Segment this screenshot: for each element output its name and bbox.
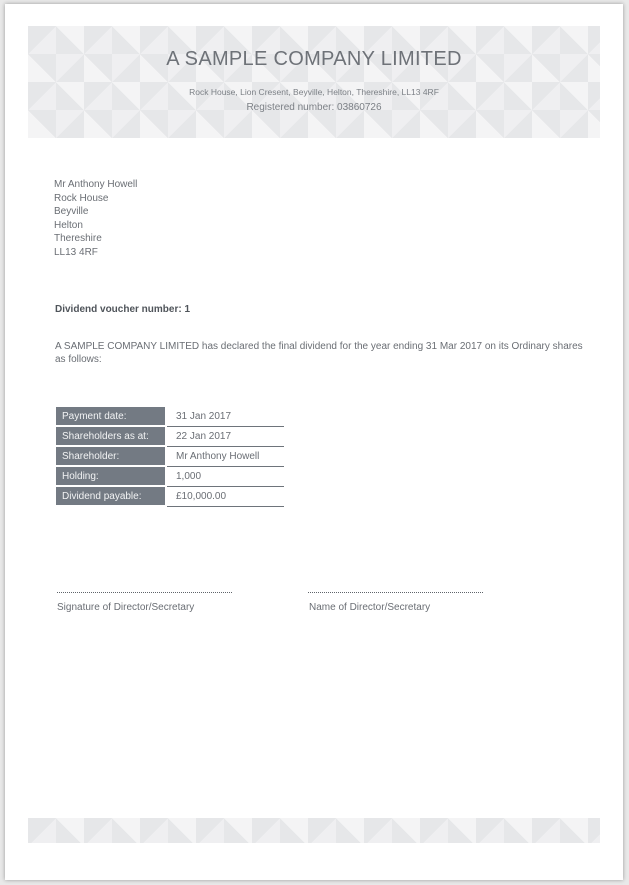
table-row — [56, 407, 284, 426]
holding-value: 1,000 — [166, 466, 284, 486]
document-page — [5, 4, 623, 880]
footer-banner — [28, 818, 600, 843]
table-row — [56, 446, 284, 466]
payment-date-label: Payment date: — [56, 407, 166, 426]
shareholder-label: Shareholder: — [56, 446, 166, 466]
dividend-payable-value: £10,000.00 — [166, 486, 284, 506]
registered-number: Registered number: 03860726 — [246, 102, 382, 113]
company-address: Rock House, Lion Cresent, Beyville, Helton, Thereshire, LL13 4RF — [189, 87, 439, 97]
shareholders-as-at-value: 22 Jan 2017 — [166, 426, 284, 446]
company-name: A SAMPLE COMPANY LIMITED — [166, 48, 462, 70]
addressee-block — [54, 178, 137, 260]
addressee-line: Beyville — [54, 206, 89, 218]
payment-date-value: 31 Jan 2017 — [166, 407, 284, 426]
signature-line — [57, 592, 232, 593]
addressee-line: Rock House — [54, 192, 109, 204]
addressee-line: Helton — [54, 219, 83, 231]
voucher-heading: Dividend voucher number: 1 — [55, 304, 191, 315]
addressee-line: Thereshire — [54, 233, 102, 245]
name-label: Name of Director/Secretary — [309, 602, 431, 613]
shareholders-as-at-label: Shareholders as at: — [56, 426, 166, 446]
dividend-table — [56, 407, 284, 507]
name-line — [308, 592, 483, 593]
declaration-text: A SAMPLE COMPANY LIMITED has declared the final dividend for the year ending 31 Mar 2017 on its Ordinary shares as follows: — [55, 341, 583, 365]
addressee-line: LL13 4RF — [54, 246, 98, 258]
table-row — [56, 466, 284, 486]
dividend-payable-label: Dividend payable: — [56, 486, 166, 506]
signature-label: Signature of Director/Secretary — [57, 602, 195, 613]
header-banner — [28, 26, 600, 138]
table-row — [56, 426, 284, 446]
shareholder-value: Mr Anthony Howell — [166, 446, 284, 466]
holding-label: Holding: — [56, 466, 166, 486]
addressee-line: Mr Anthony Howell — [54, 179, 138, 190]
table-row — [56, 486, 284, 506]
